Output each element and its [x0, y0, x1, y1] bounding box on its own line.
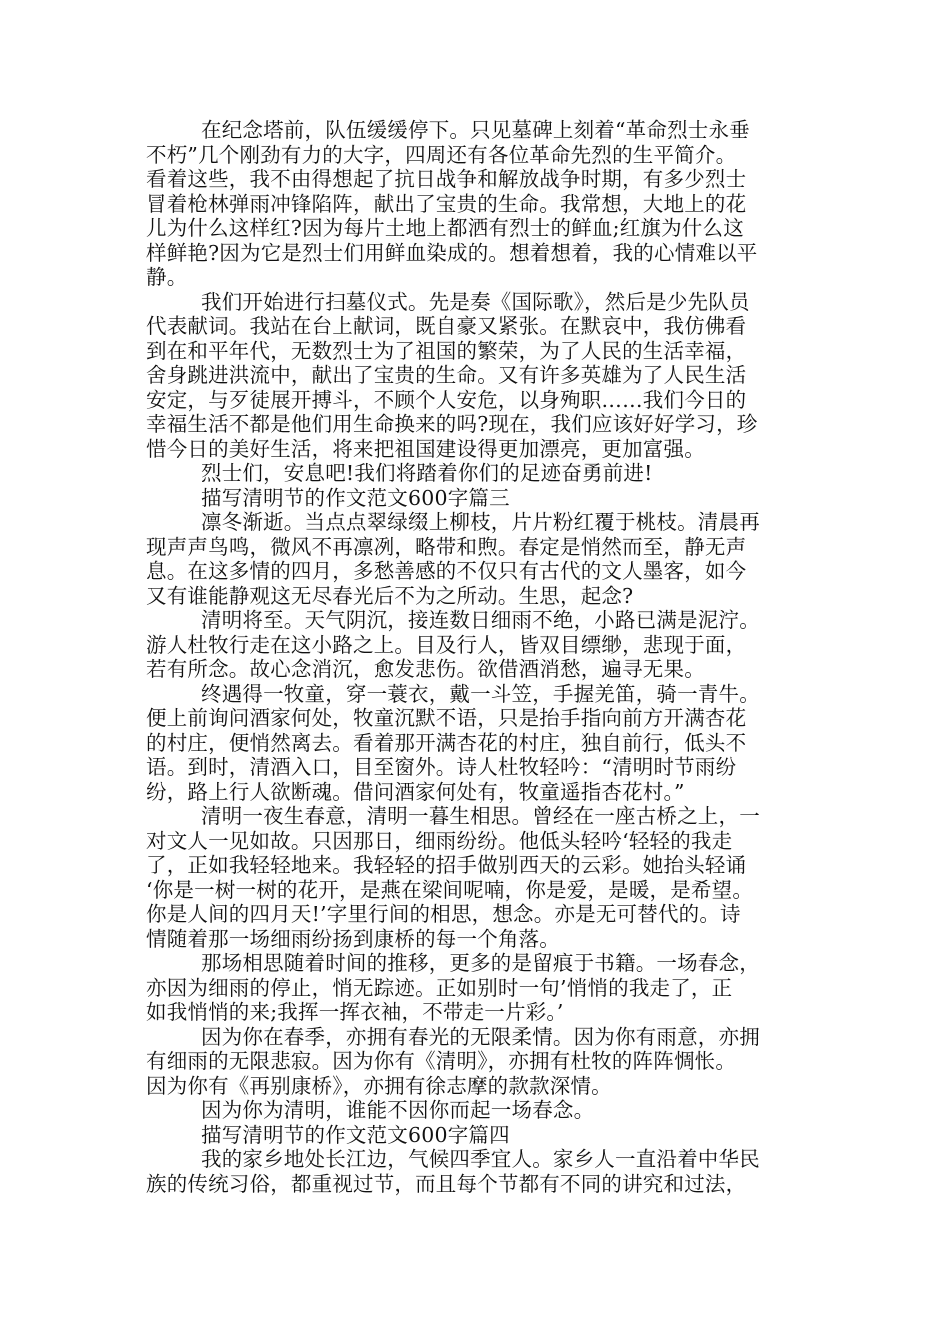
text-line: 儿为什么这样红?因为每片土地上都洒有烈士的鲜血;红旗为什么这 [146, 216, 744, 240]
text-line: 到在和平年代，无数烈士为了祖国的繁荣，为了人民的生活幸福， [146, 338, 747, 363]
text-line: 的村庄，便悄然离去。看着那开满杏花的村庄，独自前行，低头不 [146, 730, 747, 755]
text-line: 凛冬渐逝。当点点翠绿缀上柳枝，片片粉红覆于桃枝。清晨再 [201, 510, 760, 534]
text-line: 如我悄悄的来;我挥一挥衣袖，不带走一片彩。’ [146, 1000, 564, 1024]
text-line: 息。在这多情的四月，多愁善感的不仅只有古代的文人墨客，如今 [146, 559, 747, 583]
text-line: 描写清明节的作文范文600字篇三 [201, 485, 510, 510]
text-line: 我的家乡地处长江边，气候四季宜人。家乡人一直沿着中华民 [201, 1147, 760, 1171]
text-line: 有细雨的无限悲寂。因为你有《清明》，亦拥有杜牧的阵阵惆怅。 [146, 1049, 737, 1073]
text-line: 亦因为细雨的停止，悄无踪迹。正如别时一句’悄悄的我走了，正 [146, 975, 733, 1000]
text-line: 游人杜牧行走在这小路之上。目及行人，皆双目缥缈，悲现于面， [146, 632, 747, 657]
text-line: 清明将至。天气阴沉，接连数日细雨不绝，小路已满是泥泞。 [201, 608, 760, 632]
text-line: 因为你有《再别康桥》，亦拥有徐志摩的款款深情。 [146, 1073, 612, 1098]
text-line: 我们开始进行扫墓仪式。先是奏《国际歌》，然后是少先队员 [201, 289, 750, 314]
text-line: 若有所念。故心念消沉，愈发悲伤。欲借酒消愁，遍寻无果。 [146, 657, 705, 681]
text-line: 代表献词。我站在台上献词，既自豪又紧张。在默哀中，我仿佛看 [146, 314, 747, 338]
text-line: 静。 [146, 265, 188, 289]
text-line: 惜今日的美好生活，将来把祖国建设得更加漂亮，更加富强。 [146, 436, 705, 461]
text-line: 对文人一见如故。只因那日，细雨纷纷。他低头轻吟‘轻轻的我走 [146, 828, 733, 853]
text-line: 在纪念塔前，队伍缓缓停下。只见墓碑上刻着“革命烈士永垂 [201, 118, 750, 142]
text-line: 安定，与歹徒展开搏斗，不顾个人安危，以身殉职……我们今日的 [146, 387, 747, 412]
text-line: 族的传统习俗，都重视过节，而且每个节都有不同的讲究和过法， [146, 1171, 747, 1196]
text-line: 幸福生活不都是他们用生命换来的吗?现在，我们应该好好学习，珍 [146, 412, 758, 436]
text-line: 舍身跳进洪流中，献出了宝贵的生命。又有许多英雄为了人民生活 [146, 363, 747, 387]
text-line: 又有谁能静观这无尽春光后不为之所动。生思，起念? [146, 583, 634, 608]
text-line: 描写清明节的作文范文600字篇四 [201, 1122, 510, 1147]
text-line: 情随着那一场细雨纷扬到康桥的每一个角落。 [146, 926, 560, 951]
text-line: 看着这些，我不由得想起了抗日战争和解放战争时期，有多少烈士 [146, 167, 747, 191]
text-line: 纷，路上行人欲断魂。借问酒家何处有，牧童遥指杏花村。” [146, 779, 685, 804]
text-line: 了，正如我轻轻地来。我轻轻的招手做别西天的云彩。她抬头轻诵 [146, 853, 747, 877]
text-line: ‘你是一树一树的花开，是燕在梁间呢喃，你是爱，是暖，是希望。 [146, 877, 754, 902]
text-line: 终遇得一牧童，穿一蓑衣，戴一斗笠，手握羌笛，骑一青牛。 [201, 681, 760, 706]
text-line: 样鲜艳?因为它是烈士们用鲜血染成的。想着想着，我的心情难以平 [146, 240, 758, 265]
text-line: 烈士们，安息吧!我们将踏着你们的足迹奋勇前进! [201, 461, 653, 485]
text-line: 不朽”几个刚劲有力的大字，四周还有各位革命先烈的生平简介。 [146, 142, 737, 167]
text-line: 冒着枪林弹雨冲锋陷阵，献出了宝贵的生命。我常想，大地上的花 [146, 191, 747, 216]
text-line: 清明一夜生春意，清明一暮生相思。曾经在一座古桥之上，一 [201, 804, 760, 828]
text-line: 那场相思随着时间的推移，更多的是留痕于书籍。一场春念， [201, 951, 760, 975]
text-line: 因为你为清明，谁能不因你而起一场春念。 [201, 1098, 595, 1122]
text-line: 你是人间的四月天!’字里行间的相思，想念。亦是无可替代的。诗 [146, 902, 741, 926]
text-line: 因为你在春季，亦拥有春光的无限柔情。因为你有雨意，亦拥 [201, 1024, 760, 1049]
text-line: 便上前询问酒家何处，牧童沉默不语，只是抬手指向前方开满杏花 [146, 706, 747, 730]
text-line: 现声声鸟鸣，微风不再凛冽，略带和煦。春定是悄然而至，静无声 [146, 534, 747, 559]
text-line: 语。到时，清酒入口，目至窗外。诗人杜牧轻吟：“清明时节雨纷 [146, 755, 737, 779]
